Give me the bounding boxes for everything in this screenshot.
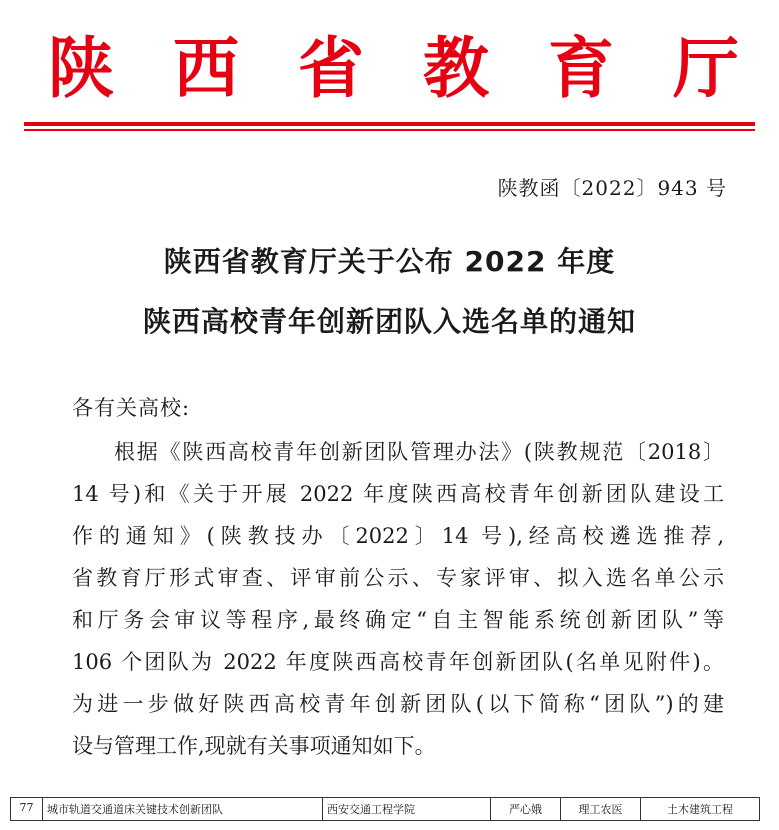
body-line: 14 号)和《关于开展 2022 年度陕西高校青年创新团队建设工 [72, 482, 724, 506]
body-line: 和厅务会审议等程序,最终确定“自主智能系统创新团队”等 [72, 608, 724, 632]
document-number: 陕教函〔2022〕943 号 [497, 176, 727, 200]
salutation: 各有关高校: [72, 396, 191, 420]
letterhead-divider-thick [24, 122, 755, 126]
letterhead-char: 西 [173, 29, 239, 107]
body-line: 省教育厅形式审查、评审前公示、专家评审、拟入选名单公示 [72, 566, 724, 590]
body-line: 设与管理工作,现就有关事项通知如下。 [72, 734, 436, 758]
body-line: 作的通知》(陕教技办〔2022〕14 号),经高校遴选推荐, [72, 524, 724, 548]
letterhead [0, 28, 779, 108]
letterhead-divider-thin [24, 129, 755, 131]
discipline: 土木建筑工程 [640, 798, 760, 820]
document-title-line-1: 陕西省教育厅关于公布 2022 年度 [163, 245, 616, 278]
letterhead-char: 育 [548, 29, 614, 107]
letterhead-char: 陕 [48, 29, 114, 107]
team-name: 城市轨道交通道床关键技术创新团队 [42, 798, 322, 820]
body-line: 为进一步做好陕西高校青年创新团队(以下简称“团队”)的建 [72, 692, 724, 716]
body-line: 根据《陕西高校青年创新团队管理办法》(陕教规范〔2018〕 [114, 440, 724, 464]
document-title-line-2: 陕西高校青年创新团队入选名单的通知 [142, 305, 636, 338]
letterhead-char: 省 [298, 29, 364, 107]
team-leader: 严心娥 [490, 798, 560, 820]
body-line: 106 个团队为 2022 年度陕西高校青年创新团队(名单见附件)。 [72, 650, 724, 674]
row-number: 77 [10, 798, 42, 820]
letterhead-char: 厅 [673, 29, 739, 107]
table-row [10, 797, 760, 821]
letterhead-char: 教 [423, 29, 489, 107]
school-name: 西安交通工程学院 [322, 798, 490, 820]
field-category: 理工农医 [560, 798, 640, 820]
